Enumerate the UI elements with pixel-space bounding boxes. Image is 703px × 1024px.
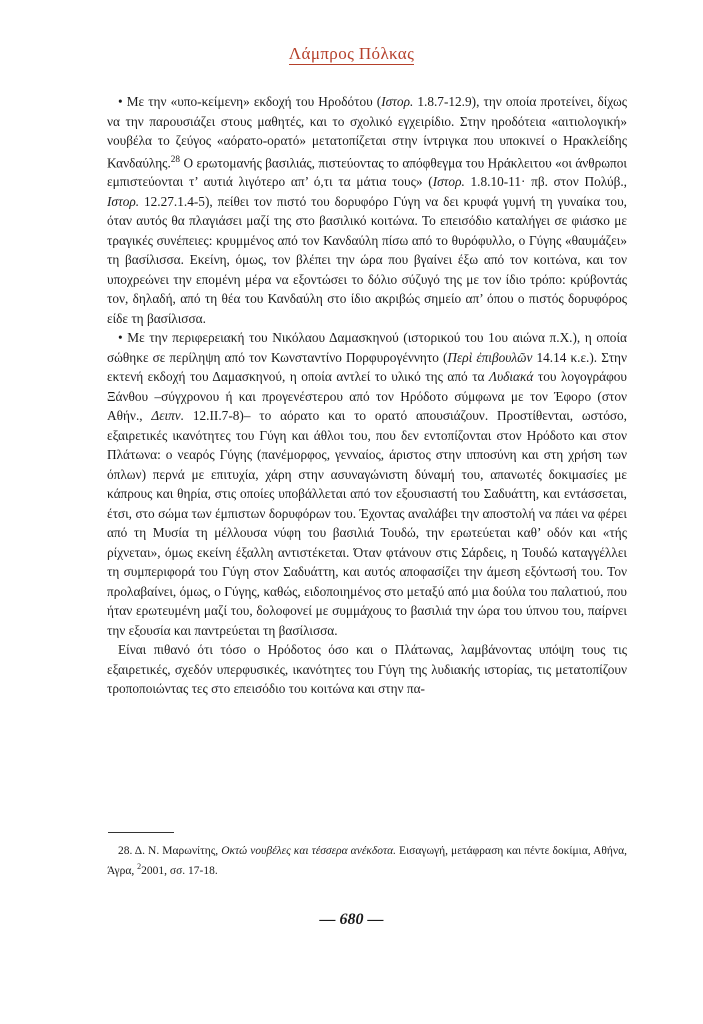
paragraph-1-run-6: 1.8.10-11· πβ. στον Πολύβ., (464, 174, 627, 190)
paragraph-1-run-3: 28 (170, 154, 181, 165)
running-header-title: Λάμπρος Πόλκας (288, 44, 415, 63)
footnote-run-4: 2001, σσ. 17-18. (141, 864, 218, 877)
footnote-28 (107, 843, 627, 879)
paragraph-1-run-8: 12.27.1.4-5), πείθει τον πιστό του δορυφόρο Γύγη να δει κρυφά γυμνή τη γυναίκα του, όταν αυτός θα πλαγιάσει μαζί της στο βασιλικό κοιτώνα. Το επεισόδιο καταλήγει σε φιάσκο με τραγικές συνέπειες: κρυμμένος από τον Κανδαύλη πίσω από το θυρόφυλλο, ο Γύγης «θαυμάζει» τη βασίλισσα. Εκείνη, όμως, τον βλέπει την ώρα που βγαίνει έξω από τον κοιτώνα, και τον υποχρεώνει την επομένη μέρα να εξοντώσει το δόλιο σύζυγό της με τον ίδιο τρόπο: κρύβοντάς τον, δηλαδή, από τη θέα του Κανδαύλη στο ίδιο ακριβώς σημείο απ’ όπου ο πιστός δορυφόρος είδε τη βασίλισσα. (107, 193, 627, 326)
footnote-separator (108, 832, 174, 833)
paragraph-2-run-2: 14.14 κ.ε.). Στην εκτενή εκδοχή του Δαμασκηνού, η οποία αντλεί το υλικό της από τα (107, 349, 627, 385)
paragraph-2-run-1: Περὶ ἐπιβουλῶν (447, 349, 533, 365)
paragraph-1-run-1: Ιστορ. (381, 94, 414, 109)
footnote-run-1: Οκτώ νουβέλες και τέσσερα ανέκδοτα. (221, 845, 397, 857)
page-number: — 680 — (319, 911, 384, 928)
paragraph-3-run-0: Είναι πιθανό ότι τόσο ο Ηρόδοτος όσο και ο Πλάτωνας, λαμβάνοντας υπόψη τους τις εξαιρετικές, σχεδόν υπερφυσικές, ικανότητες του Γύγη της λυδιακής ιστορίας, τις μετατοπίζουν τροποποιώντας τες στο επεισόδιο του κοιτώνα και στην πα- (107, 642, 627, 697)
paragraph-1 (107, 92, 627, 328)
paragraph-1-run-7: Ιστορ. (107, 193, 140, 209)
paragraph-2 (107, 328, 627, 640)
footnote-run-2: Εισαγωγή, μετάφραση και πέντε δοκίμια, Αθήνα, Άγρα, (107, 845, 627, 877)
paragraph-3 (107, 640, 627, 699)
body-text (107, 92, 627, 699)
footnote-run-3: 2 (137, 862, 142, 871)
paragraph-2-run-6: 12.II.7-8)– το αόρατο και το ορατό απουσιάζουν. Προστίθενται, ωστόσο, εξαιρετικές ικανότητες του Γύγη και άθλοι του, που δεν εντοπίζονται στον Ηρόδοτο και στον Πλάτωνα: ο νεαρός Γύγης (πανέμορφος, γενναίος, άριστος στην ιπποσύνη και στη χρήση των όπλων) περνά με επιτυχία, χάρη στην ασυναγώνιστη δύναμή του, απανωτές δοκιμασίες με κάπρους και θηρία, στις οποίες υποβάλλεται από τον εξουσιαστή του Σαδυάττη, και εντάσσεται, έτσι, στο σώμα των έμπιστων δορυφόρων του. Έχοντας αναλάβει την αποστολή να πάει να φέρει από τη Μυσία τη μέλλουσα νύφη του βασιλιά Τουδώ, την ερωτεύεται καθ’ οδόν και «τής ρίχνεται», όμως εκείνη έξαλλη αντιστέκεται. Όταν φτάνουν στις Σάρδεις, η Τουδώ καταγγέλλει τη συμπεριφορά του Γύγη στον Σαδυάττη, και αυτός αποφασίζει την άμεση εξόντωσή του. Τον προλαβαίνει, όμως, ο Γύγης, καθώς, ειδοποιημένος στο μεταξύ από μια δούλα του παλατιού, που ήταν ερωτευμένη μαζί του, δολοφονεί με συμμάχους το βασιλιά την ώρα του ύπνου του, παίρνει την εξουσία και παντρεύεται τη βασίλισσα. (107, 408, 627, 638)
paragraph-1-run-2: 1.8.7-12.9), την οποία προτείνει, δίχως να την παρουσιάζει στους μαθητές, και το σχολικό εγχειρίδιο. Στην ηροδότεια «αιτιολογική» νουβέλα το ζεύγος «αόρατο-ορατό» μετατοπίζεται στην ίντριγκα που υποκινεί ο Ηρακλείδης Κανδαύλης. (107, 94, 627, 170)
paragraph-2-run-5: Δειπν. (151, 408, 185, 424)
paragraph-2-run-3: Λυδιακά (489, 369, 534, 385)
paragraph-1-run-4: Ο ερωτομανής βασιλιάς, πιστεύοντας το απόφθεγμα του Ηράκλειτου «οι άνθρωποι εμπιστεύονται τ’ αυτιά λιγότερο απ’ ό,τι τα μάτια τους» ( (107, 154, 627, 190)
footnote-run-0: 28. Δ. Ν. Μαρωνίτης, (118, 845, 222, 857)
paragraph-1-run-0: • Με την «υπο-κείμενη» εκδοχή του Ηροδότου ( (118, 94, 382, 109)
paragraph-2-run-4: του λογογράφου Ξάνθου –σύγχρονου ή και προγενέστερου από τον Ηρόδοτο σύμφωνα με τον Έφορο (στον Αθήν., (107, 369, 627, 424)
paragraph-2-run-0: • Με την περιφερειακή του Νικόλαου Δαμασκηνού (ιστορικού του 1ου αιώνα π.Χ.), η οποία σώθηκε σε περίληψη από τον Κωνσταντίνο Πορφυρογέννητο ( (107, 330, 627, 365)
running-header (0, 44, 703, 64)
paragraph-1-run-5: Ιστορ. (432, 174, 465, 190)
